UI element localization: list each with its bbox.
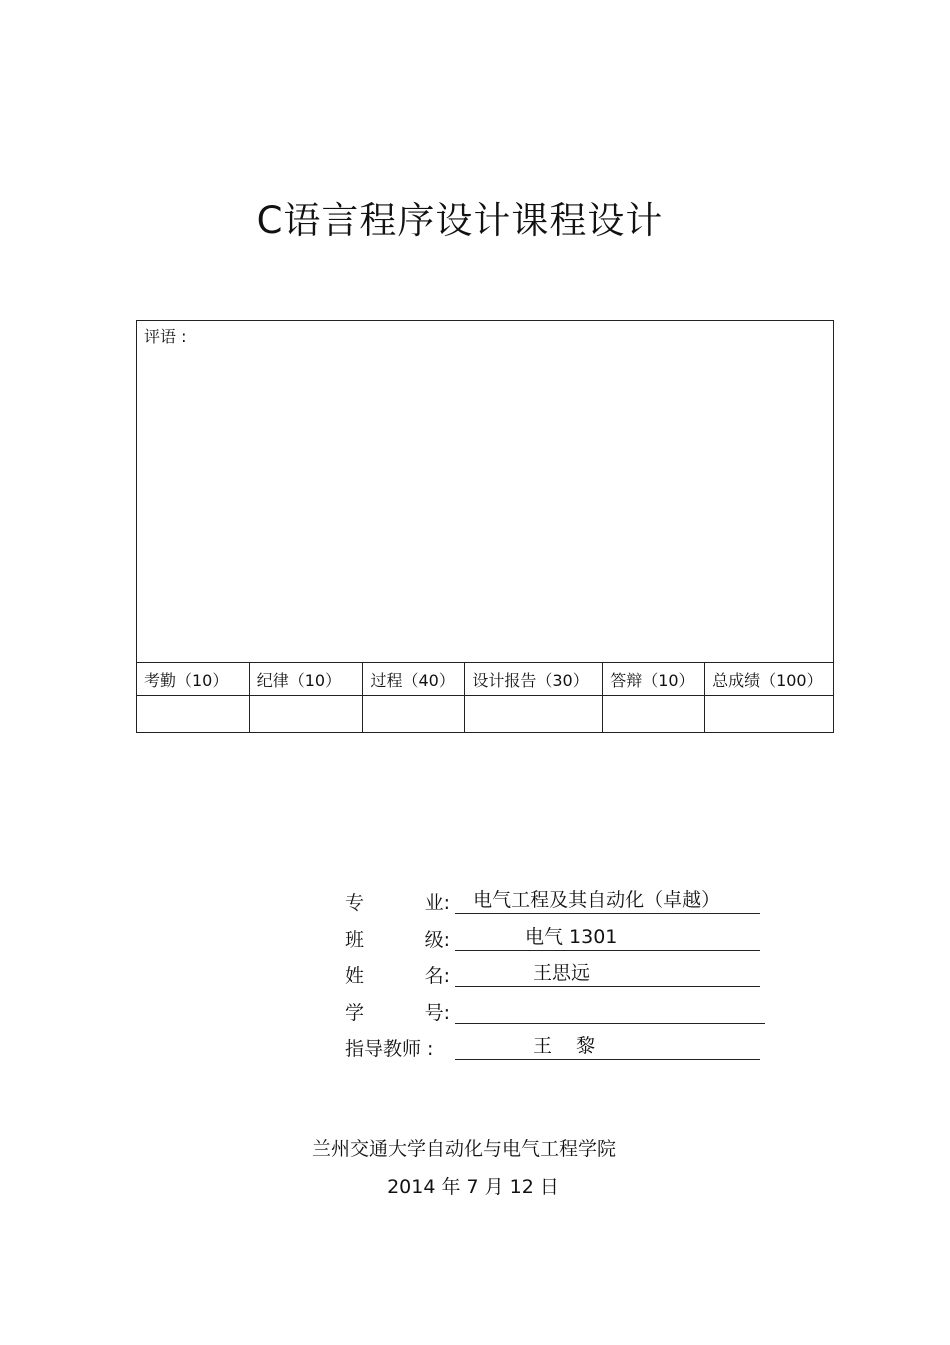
- column-header: 纪律（10）: [249, 663, 363, 696]
- info-row-class: [345, 925, 765, 962]
- comment-label: 评语 :: [144, 327, 187, 346]
- score-row: [137, 696, 834, 733]
- advisor-label: 指导教师 :: [345, 1038, 434, 1060]
- info-row-advisor: [345, 1034, 765, 1071]
- major-field[interactable]: 电气工程及其自动化（卓越）: [455, 888, 760, 914]
- advisor-field[interactable]: 王 黎: [455, 1034, 760, 1060]
- student-id-field[interactable]: [455, 998, 765, 1024]
- score-cell-attendance[interactable]: [137, 696, 250, 733]
- class-label: 班 级:: [345, 928, 450, 951]
- info-row-major: [345, 888, 765, 925]
- column-header: 考勤（10）: [137, 663, 250, 696]
- column-header: 答辩（10）: [603, 663, 705, 696]
- major-label: 专 业:: [345, 892, 450, 914]
- score-cell-report[interactable]: [465, 696, 603, 733]
- comment-cell[interactable]: [137, 321, 834, 663]
- name-label: 姓 名:: [345, 965, 450, 987]
- name-field[interactable]: 王思远: [455, 961, 760, 987]
- student-info: [345, 888, 765, 1071]
- info-row-name: [345, 961, 765, 998]
- score-cell-process[interactable]: [363, 696, 465, 733]
- grading-table: [136, 320, 834, 733]
- student-id-label: 学 号:: [345, 1001, 450, 1024]
- score-cell-total[interactable]: [705, 696, 834, 733]
- column-header: 设计报告（30）: [465, 663, 603, 696]
- score-cell-defense[interactable]: [603, 696, 705, 733]
- document-date: 2014 年 7 月 12 日: [387, 1176, 559, 1198]
- document-title: C语言程序设计课程设计: [256, 199, 664, 242]
- comment-row: [137, 321, 834, 663]
- info-row-student-id: [345, 998, 765, 1035]
- score-header-row: [137, 663, 834, 696]
- column-header: 总成绩（100）: [705, 663, 834, 696]
- score-cell-discipline[interactable]: [249, 696, 363, 733]
- column-header: 过程（40）: [363, 663, 465, 696]
- class-field[interactable]: 电气 1301: [455, 925, 760, 951]
- institution-name: 兰州交通大学自动化与电气工程学院: [311, 1138, 616, 1160]
